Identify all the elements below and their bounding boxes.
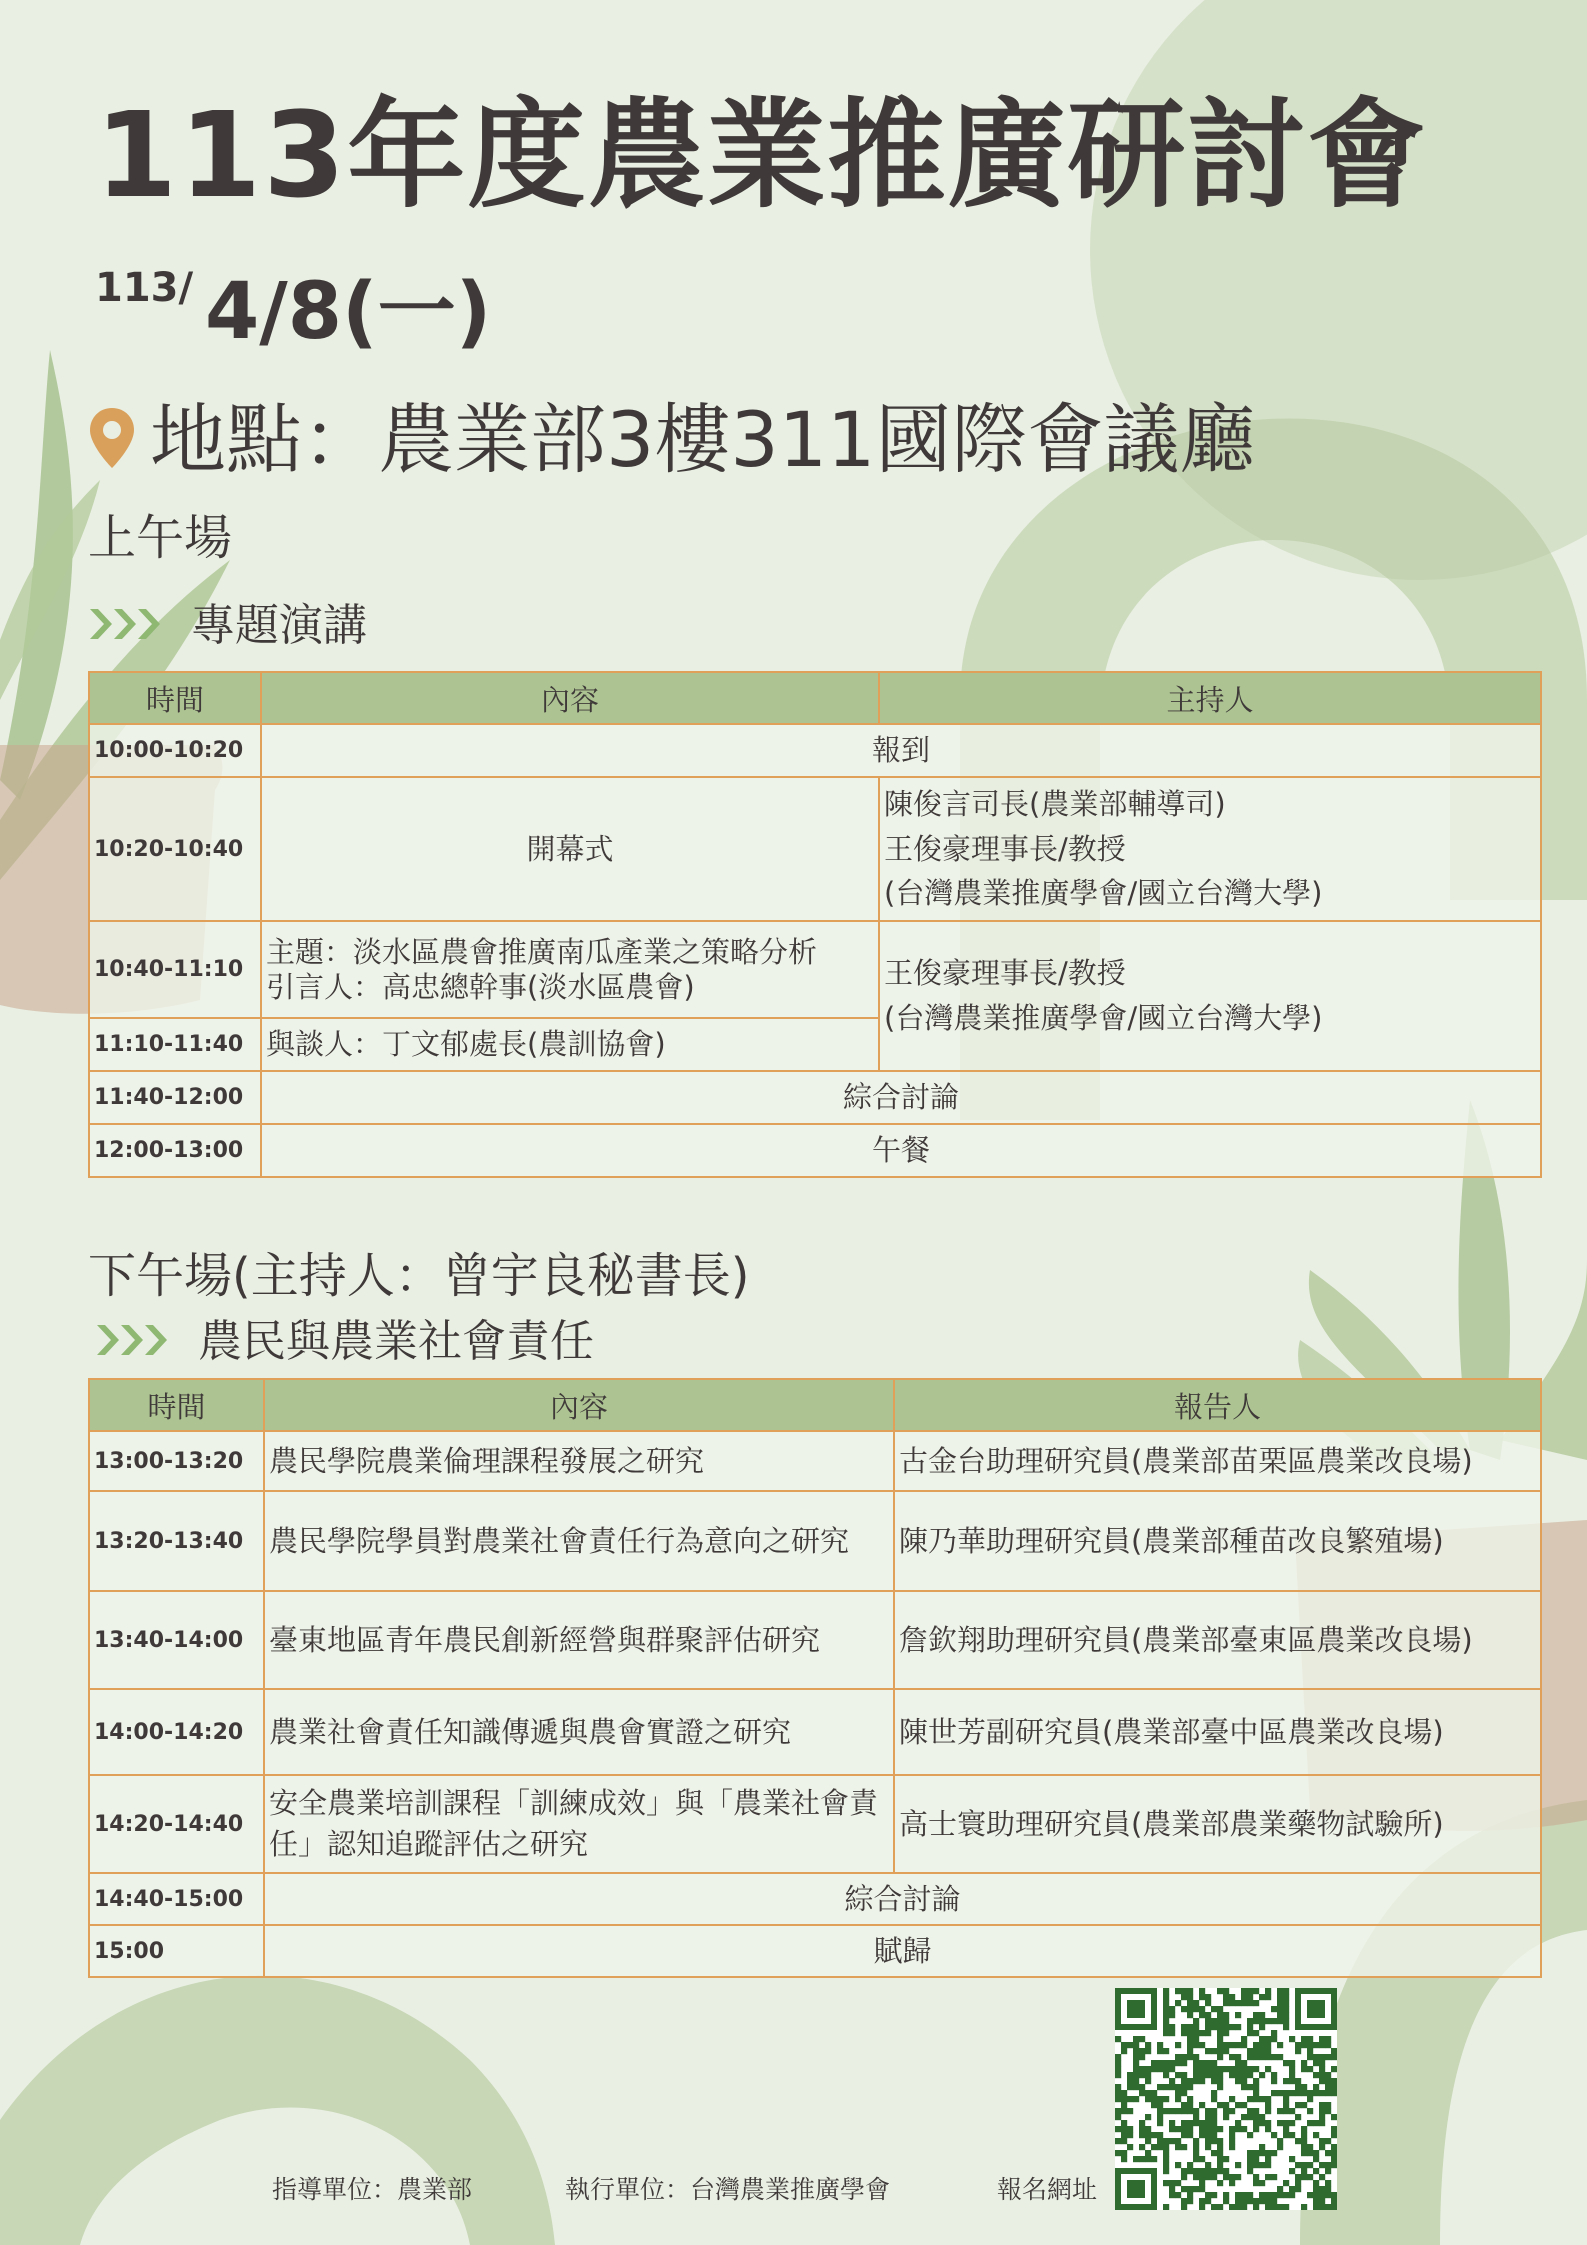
host-line: (台灣農業推廣學會/國立台灣大學): [884, 876, 1323, 911]
time-cell: 10:00-10:20: [89, 724, 261, 777]
content-cell: 農業社會責任知識傳遞與農會實證之研究: [264, 1689, 894, 1775]
time-cell: 10:40-11:10: [89, 921, 261, 1018]
content-cell: 開幕式: [261, 777, 879, 921]
footer-exec-unit: 執行單位：台灣農業推廣學會: [565, 2175, 891, 2204]
table-row: [89, 1124, 1541, 1177]
time-cell: 15:00: [89, 1925, 264, 1977]
footer-guide-unit: 指導單位：農業部: [272, 2175, 473, 2204]
content-cell: 安全農業培訓課程「訓練成效」與「農業社會責任」認知追蹤評估之研究: [264, 1775, 894, 1873]
event-date: 4/8(一): [205, 267, 492, 357]
time-cell: 11:40-12:00: [89, 1071, 261, 1124]
afternoon-topic: 農民與農業社會責任: [198, 1316, 594, 1367]
afternoon-schedule-table: [88, 1378, 1542, 1978]
host-line: 陳俊言司長(農業部輔導司): [884, 786, 1226, 821]
table-row: [89, 724, 1541, 777]
content-cell: 農民學院學員對農業社會責任行為意向之研究: [264, 1491, 894, 1591]
content-cell: 農民學院農業倫理課程發展之研究: [264, 1431, 894, 1491]
table-row: [89, 1775, 1541, 1873]
table-row: [89, 1591, 1541, 1689]
content-cell: 報到: [261, 724, 1541, 777]
content-cell: 賦歸: [264, 1925, 1541, 1977]
header-host: 主持人: [879, 672, 1541, 724]
footer-register-label: 報名網址: [997, 2175, 1098, 2204]
content-cell: 臺東地區青年農民創新經營與群聚評估研究: [264, 1591, 894, 1689]
table-header-row: [89, 1379, 1541, 1431]
table-row: [89, 1689, 1541, 1775]
time-cell: 12:00-13:00: [89, 1124, 261, 1177]
content-cell: [261, 921, 879, 1018]
morning-schedule-table: [88, 671, 1542, 1178]
host-cell: [879, 921, 1541, 1071]
content-cell: 綜合討論: [261, 1071, 1541, 1124]
header-content: 內容: [261, 672, 879, 724]
table-row: [89, 1925, 1541, 1977]
morning-topic-row: [88, 600, 367, 653]
table-row: [89, 1431, 1541, 1491]
content-cell: 午餐: [261, 1124, 1541, 1177]
reporter-cell: 高士寰助理研究員(農業部農業藥物試驗所): [894, 1775, 1541, 1873]
morning-section-label: 上午場: [88, 510, 233, 566]
content-line: 引言人：高忠總幹事(淡水區農會): [266, 969, 695, 1004]
triple-chevron-icon: [95, 1321, 170, 1363]
time-cell: 13:40-14:00: [89, 1591, 264, 1689]
time-cell: 13:20-13:40: [89, 1491, 264, 1591]
table-row: [89, 1071, 1541, 1124]
host-line: 王俊豪理事長/教授: [884, 956, 1126, 991]
qr-code-icon[interactable]: [1115, 1988, 1337, 2214]
reporter-cell: 古金台助理研究員(農業部苗栗區農業改良場): [894, 1431, 1541, 1491]
time-cell: 14:00-14:20: [89, 1689, 264, 1775]
time-cell: 11:10-11:40: [89, 1018, 261, 1071]
location-pin-icon: [88, 406, 136, 474]
page-title: 113年度農業推廣研討會: [95, 86, 1428, 224]
content-cell: 與談人：丁文郁處長(農訓協會): [261, 1018, 879, 1071]
time-cell: 14:20-14:40: [89, 1775, 264, 1873]
time-cell: 10:20-10:40: [89, 777, 261, 921]
date-prefix: 113/: [95, 265, 194, 311]
location-row: [88, 395, 1256, 484]
host-line: (台灣農業推廣學會/國立台灣大學): [884, 1001, 1323, 1035]
table-row: [89, 777, 1541, 921]
reporter-cell: 陳世芳副研究員(農業部臺中區農業改良場): [894, 1689, 1541, 1775]
header-reporter: 報告人: [894, 1379, 1541, 1431]
host-line: 王俊豪理事長/教授: [884, 831, 1126, 866]
table-row: [89, 921, 1541, 1018]
time-cell: 14:40-15:00: [89, 1873, 264, 1925]
location-text: 地點：農業部3樓311國際會議廳: [150, 395, 1256, 484]
time-cell: 13:00-13:20: [89, 1431, 264, 1491]
triple-chevron-icon: [88, 605, 163, 647]
host-cell: [879, 777, 1541, 921]
content-line: 主題：淡水區農會推廣南瓜產業之策略分析: [266, 934, 818, 969]
reporter-cell: 詹欽翔助理研究員(農業部臺東區農業改良場): [894, 1591, 1541, 1689]
morning-topic: 專題演講: [191, 600, 367, 651]
table-header-row: [89, 672, 1541, 724]
header-time: 時間: [89, 672, 261, 724]
afternoon-topic-row: [95, 1316, 594, 1369]
table-row: [89, 1491, 1541, 1591]
table-row: [89, 1873, 1541, 1925]
reporter-cell: 陳乃華助理研究員(農業部種苗改良繁殖場): [894, 1491, 1541, 1591]
header-content: 內容: [264, 1379, 894, 1431]
header-time: 時間: [89, 1379, 264, 1431]
afternoon-section-label: 下午場(主持人：曾宇良秘書長): [88, 1248, 750, 1304]
content-cell: 綜合討論: [264, 1873, 1541, 1925]
